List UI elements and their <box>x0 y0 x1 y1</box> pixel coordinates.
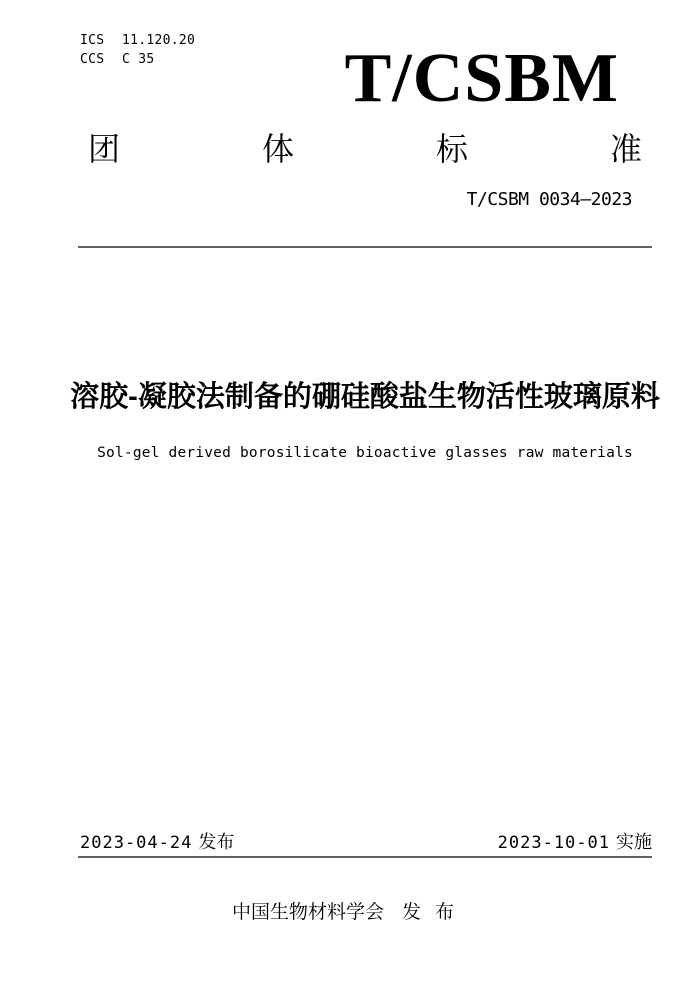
implement-date-block <box>498 831 652 855</box>
standard-body-logo: T/CSBM <box>344 40 619 117</box>
header-divider <box>78 246 652 248</box>
ics-label: ICS <box>80 33 105 48</box>
publisher-row <box>0 901 700 925</box>
release-date: 2023-04-24 <box>80 833 193 853</box>
standard-type-char: 体 <box>261 131 294 167</box>
document-title-english: Sol-gel derived borosilicate bioactive glasses raw materials <box>97 445 633 461</box>
ccs-label: CCS <box>80 52 105 67</box>
publisher-name: 中国生物材料学会 <box>231 902 384 923</box>
implement-date: 2023-10-01 <box>497 833 610 853</box>
publisher-action-label: 发布 <box>402 902 469 923</box>
standard-type-heading <box>88 133 642 165</box>
standard-type-char: 团 <box>88 131 121 167</box>
document-title-chinese: 溶胶-凝胶法制备的硼硅酸盐生物活性玻璃原料 <box>70 381 660 413</box>
dates-row <box>80 831 652 855</box>
footer-divider <box>78 856 652 858</box>
ccs-code: C 35 <box>122 52 155 67</box>
ics-code: 11.120.20 <box>122 33 196 48</box>
release-label: 发布 <box>198 832 235 852</box>
standard-number: T/CSBM 0034—2023 <box>466 189 632 210</box>
implement-label: 实施 <box>616 832 652 852</box>
standard-type-char: 准 <box>609 131 642 167</box>
release-date-block <box>80 831 234 855</box>
standard-type-char: 标 <box>435 131 468 167</box>
